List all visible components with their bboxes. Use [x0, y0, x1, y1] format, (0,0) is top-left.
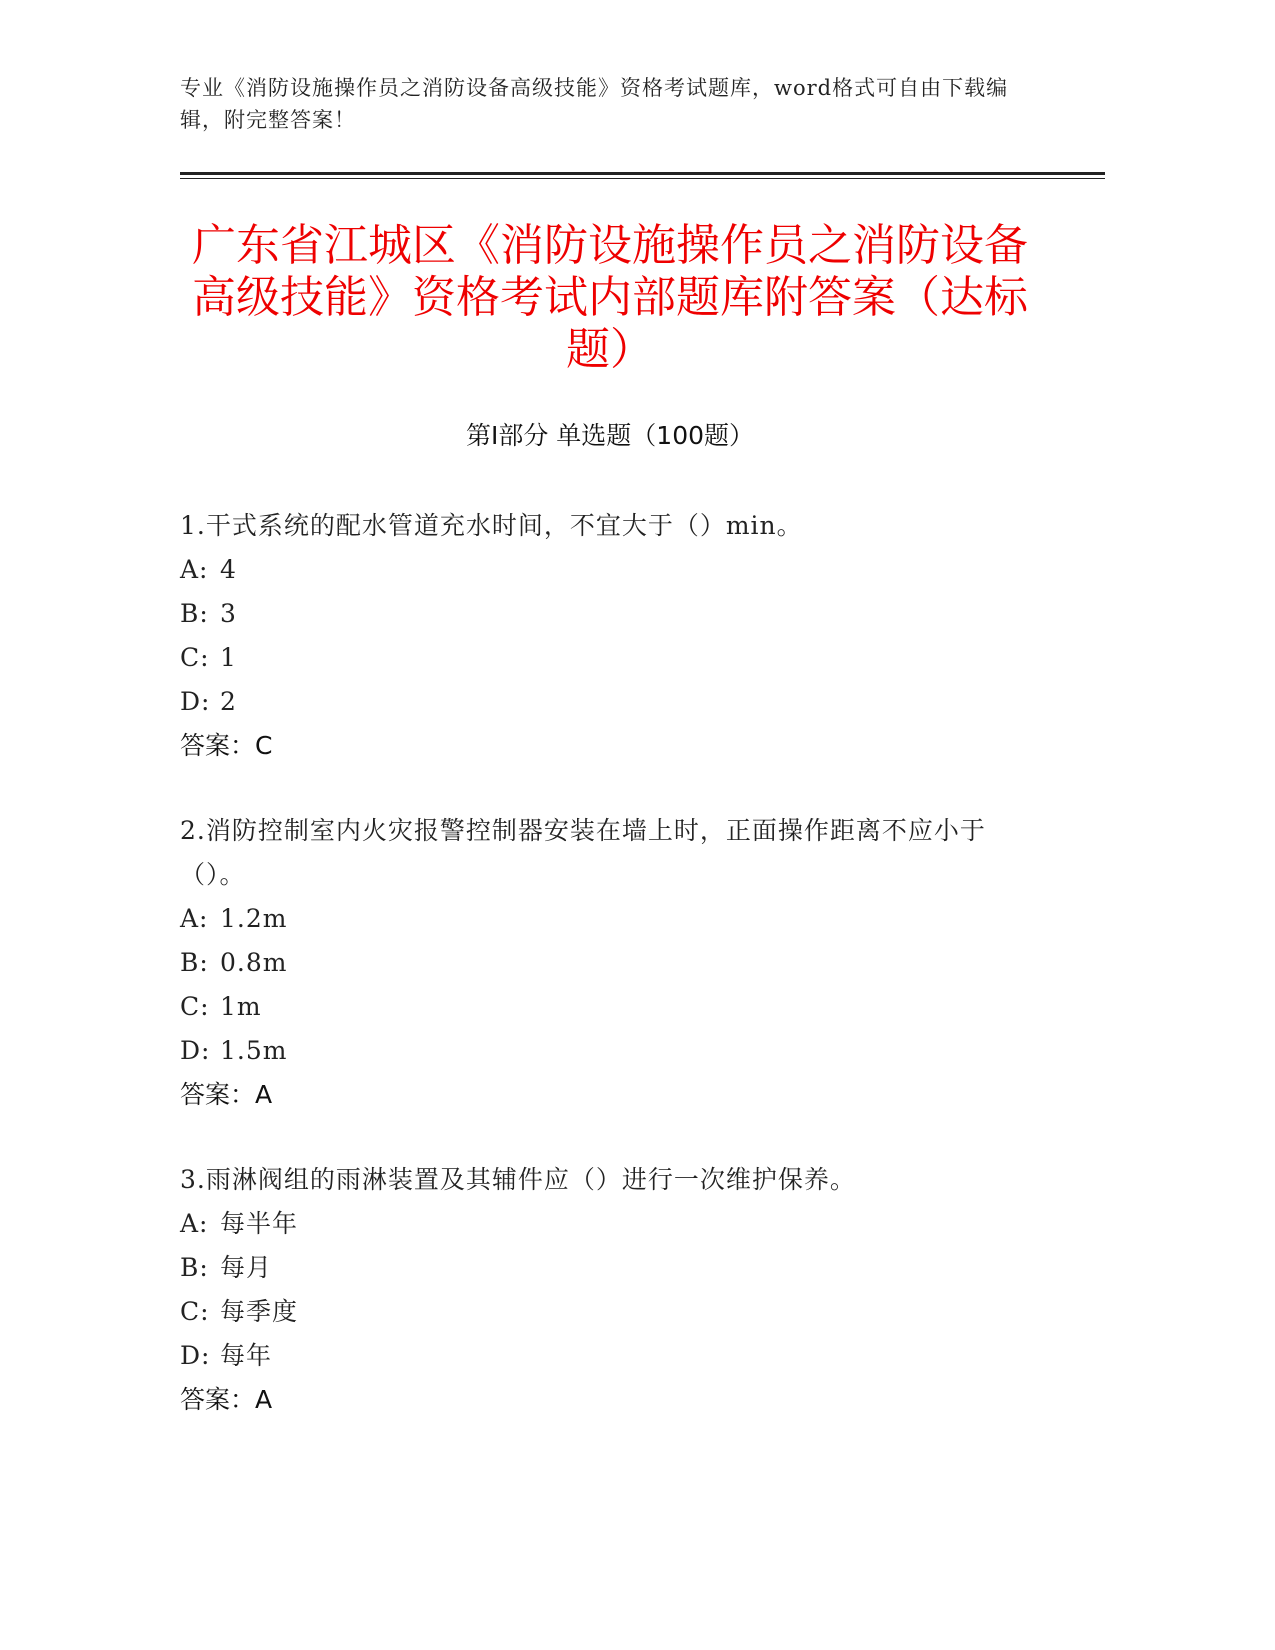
option-b [180, 941, 1040, 985]
header-divider-thick [180, 172, 1105, 175]
option-key: B: [180, 1253, 209, 1282]
section-title: 第Ⅰ部分 单选题（100题） [465, 421, 755, 450]
question-2 [180, 809, 1040, 1117]
option-key: C: [180, 1297, 210, 1326]
option-b [180, 1246, 1040, 1290]
option-key: B: [180, 948, 209, 977]
option-d [180, 1029, 1040, 1073]
option-text: 1.5m [220, 1036, 288, 1065]
option-key: D: [180, 687, 211, 716]
option-a [180, 897, 1040, 941]
option-c [180, 1290, 1040, 1334]
document-title: 广东省江城区《消防设施操作员之消防设备高级技能》资格考试内部题库附答案（达标题） [192, 220, 1028, 375]
option-a [180, 1202, 1040, 1246]
header-divider-thin [180, 178, 1105, 179]
option-text: 4 [220, 555, 237, 584]
option-key: A: [180, 1209, 209, 1238]
option-b [180, 592, 1040, 636]
header-note: 专业《消防设施操作员之消防设备高级技能》资格考试题库，word格式可自由下载编辑，附完整答案！ [180, 76, 1009, 132]
option-key: C: [180, 643, 210, 672]
question-stem: 3.雨淋阀组的雨淋装置及其辅件应（）进行一次维护保养。 [180, 1165, 856, 1194]
option-c [180, 985, 1040, 1029]
question-1 [180, 504, 1040, 768]
option-d [180, 680, 1040, 724]
option-key: A: [180, 904, 209, 933]
option-text: 每月 [220, 1253, 273, 1282]
answer: 答案：C [180, 731, 273, 760]
option-text: 2 [220, 687, 237, 716]
question-3 [180, 1158, 1040, 1422]
answer: 答案：A [180, 1385, 273, 1414]
option-text: 1 [220, 643, 237, 672]
option-text: 1.2m [220, 904, 288, 933]
option-d [180, 1334, 1040, 1378]
option-text: 1m [220, 992, 262, 1021]
option-text: 每半年 [220, 1209, 299, 1238]
answer: 答案：A [180, 1080, 273, 1109]
option-text: 3 [220, 599, 237, 628]
option-key: A: [180, 555, 209, 584]
option-key: D: [180, 1036, 211, 1065]
option-a [180, 548, 1040, 592]
option-key: C: [180, 992, 210, 1021]
question-stem: 2.消防控制室内火灾报警控制器安装在墙上时，正面操作距离不应小于（）。 [180, 816, 986, 889]
question-list [180, 504, 1040, 1463]
option-text: 每季度 [220, 1297, 299, 1326]
question-stem: 1.干式系统的配水管道充水时间，不宜大于（）min。 [180, 511, 803, 540]
option-text: 0.8m [220, 948, 288, 977]
option-text: 每年 [220, 1341, 273, 1370]
option-key: D: [180, 1341, 211, 1370]
option-c [180, 636, 1040, 680]
option-key: B: [180, 599, 209, 628]
